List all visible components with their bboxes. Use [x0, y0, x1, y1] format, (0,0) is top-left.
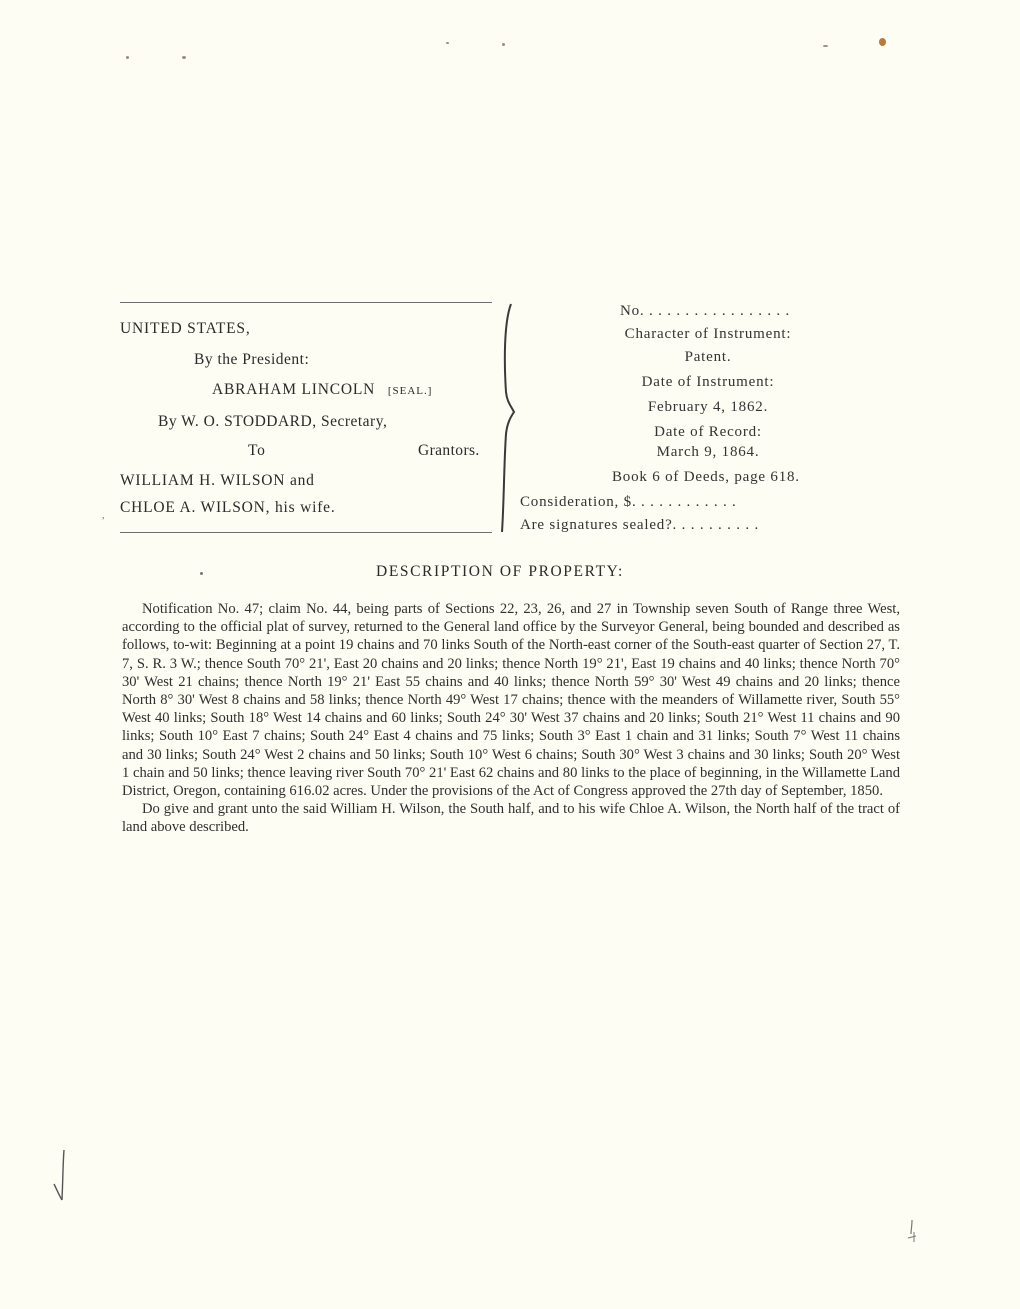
- paper-speck: [502, 43, 505, 46]
- grantor-country: UNITED STATES,: [120, 320, 251, 337]
- paper-speck: [126, 56, 129, 59]
- check-mark-icon: [48, 1148, 72, 1204]
- paper-speck: [823, 45, 828, 47]
- president-name: ABRAHAM LINCOLN: [212, 381, 376, 398]
- grantor-president-name: [212, 381, 432, 399]
- paper-speck: [182, 56, 186, 59]
- bottom-rule: [120, 532, 492, 533]
- grantor-to: To: [248, 442, 266, 459]
- consideration-line: Consideration, $. . . . . . . . . . . .: [520, 494, 737, 510]
- date-record-value: March 9, 1864.: [656, 444, 760, 460]
- record-number: No. . . . . . . . . . . . . . . . .: [620, 303, 791, 319]
- character-label: Character of Instrument:: [624, 326, 792, 342]
- description-paragraph: Notification No. 47; claim No. 44, being parts of Sections 22, 23, 26, and 27 in Township seven South of Range three West, according to the official plat of survey, returned to the General land office by the Surveyor General, being bounded and described as follows, to-wit: Beginning at a point 19 chains and 70 links South of the North-east corner of the South-east quarter of Section 27, T. 7, S. R. 3 W.; thence South 70° 21', East 20 chains and 20 links; thence North 19° 21', East 19 chains and 40 links; thence North 70° 30' West 21 chains; thence North 19° 21' East 55 chains and 40 links; thence North 59° 30' West 49 chains and 20 links; thence North 8° 30' West 8 chains and 58 links; thence North 49° West 17 chains; thence with the meanders of Willamette river, South 55° West 40 links; South 18° West 14 chains and 60 links; South 24° 30' West 37 chains and 20 links; South 21° West 11 chains and 90 links; South 10° East 7 chains; South 24° East 4 chains and 75 links; South 3° East 1 chain and 31 links; South 7° West 11 chains and 30 links; South 24° West 2 chains and 50 links; South 10° West 6 chains; South 30° West 3 chains and 30 links; South 20° West 1 chain and 50 links; thence leaving river South 70° 21' East 62 chains and 80 links to the place of beginning, in the Willamette Land District, Oregon, containing 616.02 acres. Under the provisions of the Act of Congress approved the 27th day of September, 1850.: [122, 601, 900, 800]
- record-block: [520, 300, 850, 540]
- description-heading: [0, 563, 1020, 581]
- grantee-line-2: CHLOE A. WILSON, his wife.: [120, 499, 336, 516]
- grantor-by-president: By the President:: [194, 351, 310, 368]
- date-instrument-label: Date of Instrument:: [641, 374, 775, 390]
- stray-mark: ,: [102, 509, 105, 521]
- brace-icon: [498, 302, 520, 534]
- grantee-line-1: WILLIAM H. WILSON and: [120, 472, 315, 489]
- top-rule: [120, 302, 492, 303]
- date-record-label: Date of Record:: [654, 424, 762, 440]
- grantor-block: [120, 302, 492, 534]
- description-heading-text: DESCRIPTION OF PROPERTY:: [376, 563, 624, 580]
- date-instrument-value: February 4, 1862.: [647, 399, 769, 415]
- property-description: [122, 600, 900, 837]
- pencil-mark-icon: [902, 1218, 922, 1244]
- signatures-line: Are signatures sealed?. . . . . . . . . .: [520, 517, 759, 533]
- character-value: Patent.: [684, 349, 732, 365]
- grantors-label: Grantors.: [418, 442, 480, 459]
- grant-paragraph: Do give and grant unto the said William H. Wilson, the South half, and to his wife Chloe A. Wilson, the North half of the tract of land above described.: [122, 801, 900, 836]
- grantor-secretary: By W. O. STODDARD, Secretary,: [158, 413, 388, 430]
- book-reference: Book 6 of Deeds, page 618.: [612, 469, 800, 485]
- seal-mark: [SEAL.]: [387, 385, 433, 397]
- paper-speck: [446, 42, 449, 44]
- paper-speck: [879, 38, 886, 46]
